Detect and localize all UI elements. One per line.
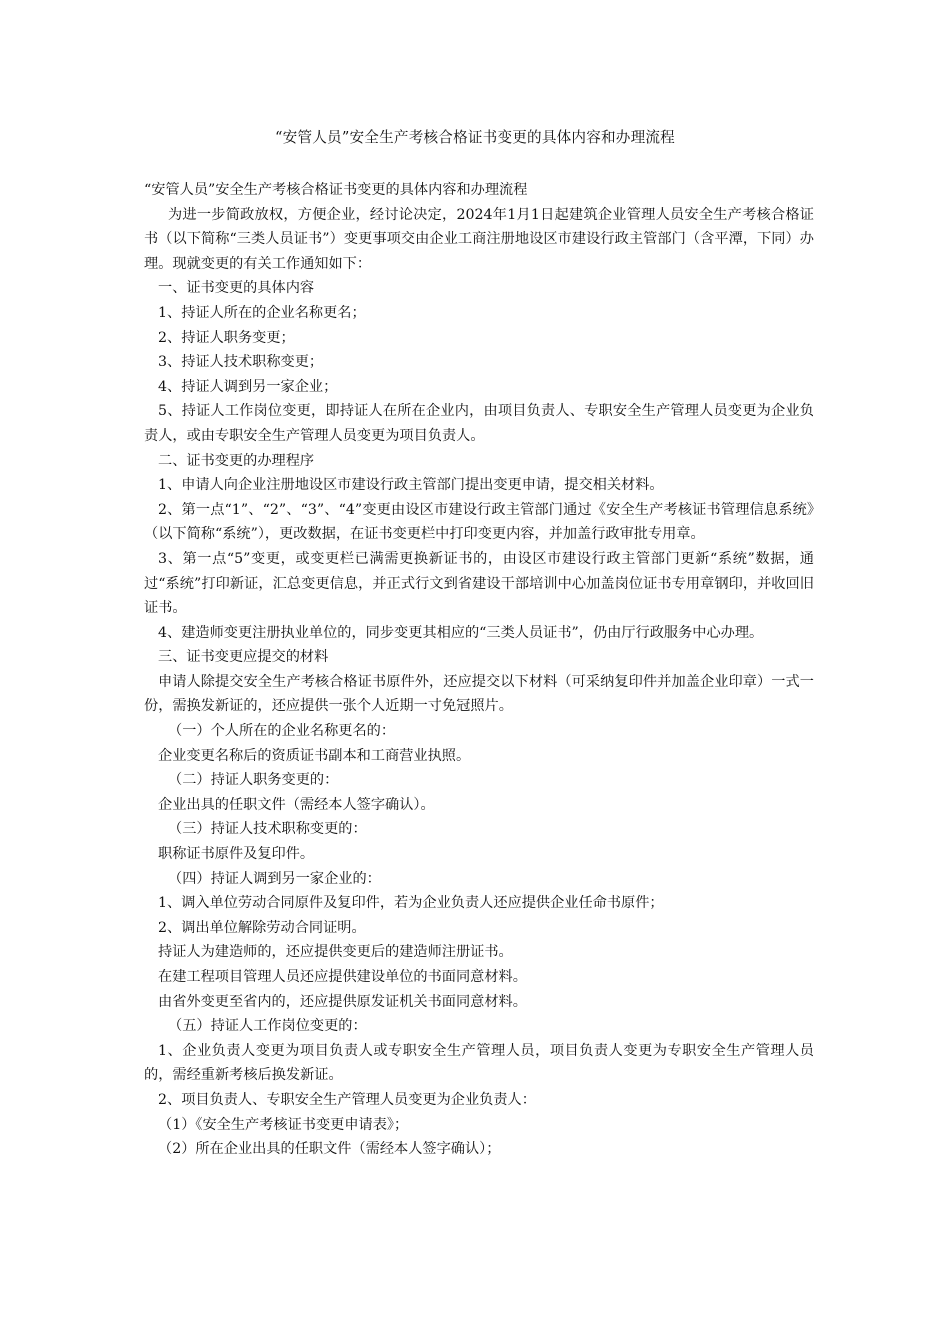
paragraph: （四）持证人调到另一家企业的：	[168, 870, 381, 887]
paragraph: 2、持证人职务变更；	[158, 329, 295, 346]
paragraph: 为进一步简政放权，方便企业，经讨论决定，2024年1月1日起建筑企业管理人员安全生产考核合格证书（以下简称“三类人员证书”）变更事项交由企业工商注册地设区市建设行政主管部门（含平潭，下同）办理。现就变更的有关工作通知如下：	[144, 206, 814, 272]
paragraph: （一）个人所在的企业名称更名的：	[168, 723, 396, 740]
paragraph: 企业变更名称后的资质证书副本和工商营业执照。	[158, 747, 471, 764]
paragraph: （三）持证人技术职称变更的：	[168, 821, 367, 838]
paragraph: 4、持证人调到另一家企业；	[158, 378, 338, 395]
paragraph: 申请人除提交安全生产考核合格证书原件外，还应提交以下材料（可采纳复印件并加盖企业印章）一式一份，需换发新证的，还应提供一张个人近期一寸免冠照片。	[144, 673, 814, 715]
paragraph: （1）《安全生产考核证书变更申请表》；	[158, 1116, 409, 1133]
paragraph: 4、建造师变更注册执业单位的，同步变更其相应的“三类人员证书”，仍由厅行政服务中心办理。	[158, 624, 764, 641]
paragraph: （2）所在企业出具的任职文件（需经本人签字确认）；	[158, 1141, 501, 1158]
paragraph: 1、申请人向企业注册地设区市建设行政主管部门提出变更申请，提交相关材料。	[158, 477, 664, 494]
document-title: “安管人员”安全生产考核合格证书变更的具体内容和办理流程	[275, 129, 675, 146]
paragraph: 1、企业负责人变更为项目负责人或专职安全生产管理人员，项目负责人变更为专职安全生产管理人员的，需经重新考核后换发新证。	[144, 1042, 814, 1084]
paragraph: 职称证书原件及复印件。	[158, 846, 315, 863]
paragraph: 三、证书变更应提交的材料	[158, 649, 329, 666]
paragraph: （五）持证人工作岗位变更的：	[168, 1018, 367, 1035]
paragraph: 企业出具的任职文件（需经本人签字确认）。	[158, 796, 435, 813]
paragraph: 3、持证人技术职称变更；	[158, 354, 324, 371]
paragraph: 二、证书变更的办理程序	[158, 452, 315, 469]
paragraph: 2、调出单位解除劳动合同证明。	[158, 919, 366, 936]
paragraph: 由省外变更至省内的，还应提供原发证机关书面同意材料。	[158, 993, 527, 1010]
paragraph: 持证人为建造师的，还应提供变更后的建造师注册证书。	[158, 944, 513, 961]
paragraph: （二）持证人职务变更的：	[168, 772, 339, 789]
paragraph: 1、调入单位劳动合同原件及复印件，若为企业负责人还应提供企业任命书原件；	[158, 895, 664, 912]
paragraph: 2、项目负责人、专职安全生产管理人员变更为企业负责人：	[158, 1091, 536, 1108]
paragraph: 在建工程项目管理人员还应提供建设单位的书面同意材料。	[158, 969, 527, 985]
document-body	[144, 178, 814, 1162]
paragraph: 3、第一点“5”变更，或变更栏已满需更换新证书的，由设区市建设行政主管部门更新“系统”数据，通过“系统”打印新证，汇总变更信息，并正式行文到省建设干部培训中心加盖岗位证书专用章钢印，并收回旧证书。	[144, 550, 814, 617]
paragraph: 1、持证人所在的企业名称更名；	[158, 304, 366, 321]
paragraph: 一、证书变更的具体内容	[158, 280, 315, 297]
paragraph: 2、第一点“1”、“2”、“3”、“4”变更由设区市建设行政主管部门通过《安全生产考核证书管理信息系统》（以下简称“系统”），更改数据，在证书变更栏中打印变更内容，并加盖行政审批专用章。	[144, 501, 814, 543]
paragraph: 5、持证人工作岗位变更，即持证人在所在企业内，由项目负责人、专职安全生产管理人员变更为企业负责人，或由专职安全生产管理人员变更为项目负责人。	[144, 403, 814, 444]
paragraph: “安管人员”安全生产考核合格证书变更的具体内容和办理流程	[144, 182, 528, 198]
